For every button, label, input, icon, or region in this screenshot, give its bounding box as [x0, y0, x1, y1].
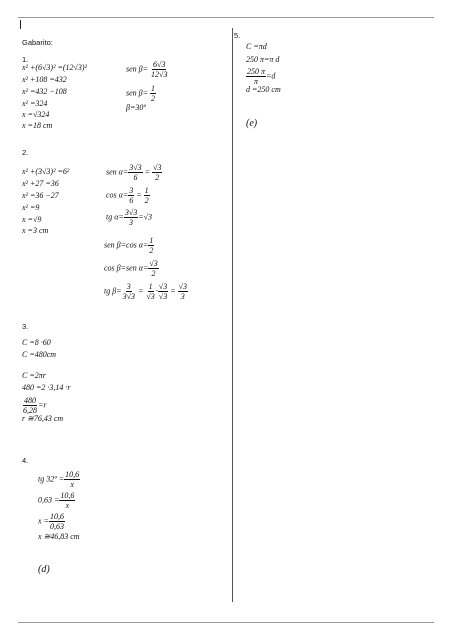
denominator: 2: [151, 269, 156, 278]
fraction: [144, 186, 150, 205]
fraction: [145, 282, 155, 301]
top-rule: [18, 17, 434, 18]
q2-step: x² +27 =36: [22, 179, 59, 188]
q5-fraction-line: [246, 67, 275, 86]
fraction: [155, 282, 168, 301]
text-cursor: [20, 20, 21, 29]
label: cos β=sen α=: [104, 263, 149, 273]
label: sen α=: [106, 167, 129, 177]
column-divider: [232, 28, 233, 602]
q4-number: 4.: [22, 456, 29, 465]
q1-sen-beta-fraction: [150, 60, 168, 79]
q2-step: x² +(3√3)² =6²: [22, 167, 70, 176]
fraction: [148, 236, 154, 255]
fraction: [148, 259, 158, 278]
numerator: 3: [129, 186, 134, 195]
denominator: 3: [129, 218, 134, 227]
q3-line: C =2πr: [22, 371, 46, 380]
dot: ·: [155, 286, 158, 296]
q3-line: 480 =2 ·3,14 ·r: [22, 383, 71, 392]
q1-number: 1.: [22, 55, 29, 64]
fraction: [152, 163, 162, 182]
denominator: 12√3: [151, 70, 168, 79]
fraction: [59, 491, 75, 510]
q5-result: d =250 cm: [246, 85, 281, 94]
q2-step: x =√9: [22, 215, 42, 224]
bottom-rule: [18, 622, 434, 623]
q3-line: C =8 ·60: [22, 338, 51, 347]
numerator: 480: [24, 396, 36, 405]
q4-result: x ≅46,83 cm: [38, 532, 80, 541]
q1-beta-result: β=30º: [126, 103, 146, 112]
q1-sen-beta-simplified: [126, 84, 156, 103]
q4-line3: [38, 512, 65, 531]
denominator: 6: [133, 173, 138, 182]
q1-step: x =√324: [22, 110, 50, 119]
q2-tg-beta: tg β= $\frac{3}{3√3}$ = $\frac{1}{√3}$ · $\frac{√3}{√3}$ = $\frac{√3}{3}$: [104, 282, 187, 301]
q2-sen-alpha: sen α= $\frac{3√3}{6}$ = $\frac{√3}{2}$: [106, 163, 162, 182]
q1-sen-beta2-label: sen β=: [126, 88, 149, 98]
q1-sen-beta2-fraction: [150, 84, 156, 103]
q1-sen-beta-label: sen β=: [126, 64, 149, 74]
q2-step: x =3 cm: [22, 226, 49, 235]
denominator: 2: [149, 246, 154, 255]
q4-tg-line: [38, 470, 80, 489]
q1-step: x² +(6√3)² =(12√3)²: [22, 63, 87, 72]
label: 0,63 =: [38, 495, 60, 505]
numerator: 1: [148, 282, 153, 291]
numerator: 10,6: [60, 491, 75, 500]
denominator: √3: [158, 292, 168, 301]
fraction: [22, 396, 38, 415]
label: x =: [38, 516, 49, 526]
tail: =r: [38, 400, 47, 410]
q3-result: r ≅76,43 cm: [22, 414, 64, 423]
denominator: 3: [180, 292, 185, 301]
denominator: 2: [144, 196, 149, 205]
denominator: 0,63: [49, 522, 64, 531]
q1-step: x =18 cm: [22, 121, 53, 130]
fraction: [128, 163, 142, 182]
q2-number: 2.: [22, 148, 29, 157]
fraction: [49, 512, 65, 531]
numerator: 1: [149, 236, 154, 245]
label: tg 32º =: [38, 474, 65, 484]
q2-cos-beta: [104, 259, 159, 278]
numerator: √3: [158, 282, 168, 291]
q4-answer: (d): [38, 564, 50, 575]
fraction: [124, 208, 138, 227]
numerator: √3: [149, 259, 158, 268]
numerator: 10,6: [49, 512, 64, 521]
q1-step: x² =432 −108: [22, 87, 67, 96]
denominator: 6: [129, 196, 134, 205]
denominator: √3: [146, 292, 155, 301]
q3-fraction-line: [22, 396, 47, 415]
fraction: [122, 282, 136, 301]
page-title: Gabarito:: [22, 38, 53, 47]
numerator: √3: [178, 282, 187, 291]
denominator: x: [70, 480, 74, 489]
numerator: 3√3: [129, 163, 142, 172]
fraction: [246, 67, 266, 86]
numerator: 10,6: [65, 470, 80, 479]
denominator: x: [65, 501, 70, 510]
q5-number: 5.: [234, 31, 241, 40]
q4-line2: [38, 491, 75, 510]
fraction: [64, 470, 80, 489]
q5-line: 250 π=π d: [246, 55, 280, 64]
denominator: 2: [155, 173, 160, 182]
denominator: π: [254, 77, 259, 86]
q5-answer: (e): [246, 118, 258, 129]
label: tg β=: [104, 286, 122, 296]
numerator: 1: [144, 186, 149, 195]
numerator: 3: [126, 282, 131, 291]
label: sen β=cos α=: [104, 240, 149, 250]
q1-sen-beta: [126, 60, 168, 79]
q2-tg-alpha: [106, 208, 152, 227]
fraction: [128, 186, 134, 205]
numerator: 1: [151, 84, 156, 93]
numerator: 3√3: [124, 208, 138, 217]
q5-line: C =πd: [246, 42, 267, 51]
denominator: 6,28: [23, 406, 37, 415]
numerator: 250 π: [247, 67, 266, 76]
q2-sen-beta: [104, 236, 154, 255]
result: =√3: [138, 212, 153, 222]
q3-line: C =480cm: [22, 350, 57, 359]
denominator: 3√3: [122, 292, 135, 301]
numerator: √3: [153, 163, 162, 172]
q2-step: x² =36 −27: [22, 191, 59, 200]
tail: =d: [266, 71, 276, 81]
q1-step: x² +108 =432: [22, 75, 67, 84]
denominator: 2: [151, 94, 156, 103]
label: tg α=: [106, 212, 124, 222]
label: cos α=: [106, 190, 129, 200]
q2-step: x² =9: [22, 203, 40, 212]
q1-step: x² =324: [22, 99, 48, 108]
q3-number: 3.: [22, 322, 29, 331]
q2-cos-alpha: cos α= $\frac{3}{6}$ = $\frac{1}{2}$: [106, 186, 149, 205]
numerator: 6√3: [153, 60, 166, 69]
fraction: [178, 282, 188, 301]
